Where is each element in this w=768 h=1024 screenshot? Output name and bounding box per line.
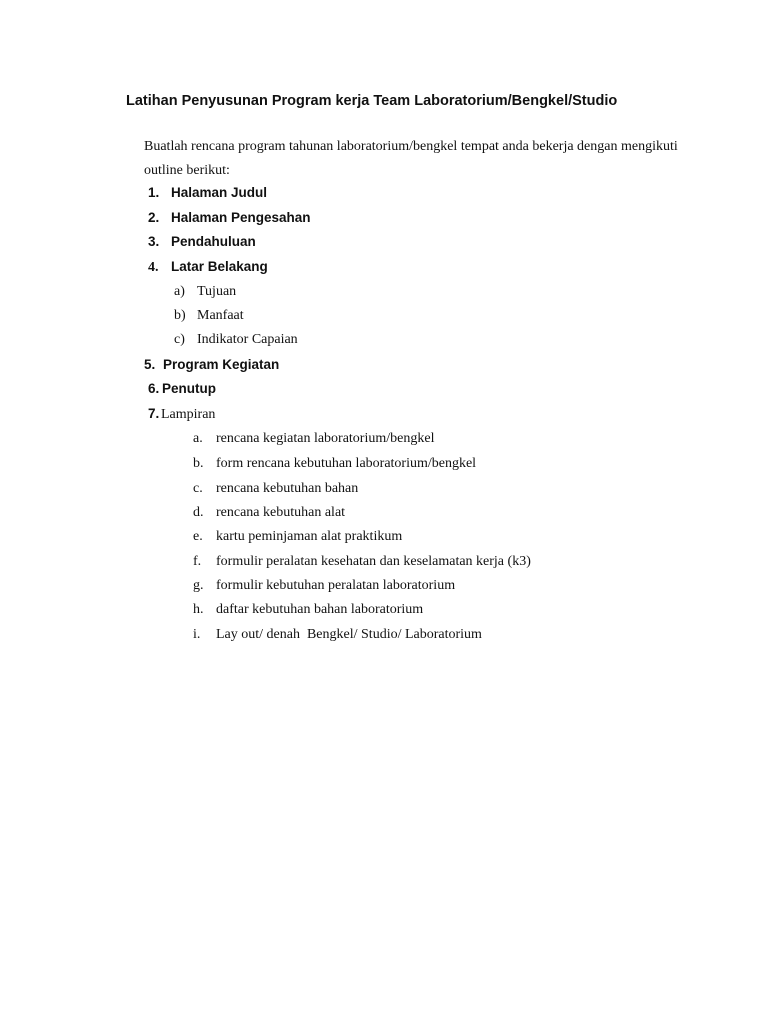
lampiran-item	[193, 480, 358, 498]
lampiran-item-text: formulir peralatan kesehatan dan keselamatan kerja (k3)	[216, 554, 531, 569]
sub-item	[174, 283, 236, 301]
lampiran-item-letter: h.	[193, 602, 204, 617]
lampiran-item-text: rencana kebutuhan bahan	[216, 481, 359, 496]
outline-text: Latar Belakang	[171, 259, 268, 274]
outline-number: 1.	[148, 185, 160, 200]
lampiran-item-letter: c.	[193, 481, 203, 496]
outline-item	[148, 380, 216, 398]
outline-number: 2.	[148, 210, 160, 225]
lampiran-item-text: daftar kebutuhan bahan laboratorium	[216, 602, 424, 617]
lampiran-item-text: kartu peminjaman alat praktikum	[216, 529, 403, 544]
lampiran-item-text: Lay out/ denah Bengkel/ Studio/ Laboratorium	[216, 627, 482, 642]
intro-paragraph: Buatlah rencana program tahunan laboratorium/bengkel tempat anda bekerja dengan mengikuti outline berikut:	[144, 139, 678, 178]
outline-number: 7.	[148, 406, 160, 421]
document-title: Latihan Penyusunan Program kerja Team Laboratorium/Bengkel/Studio	[126, 93, 618, 109]
lampiran-item-text: formulir kebutuhan peralatan laboratorium	[216, 578, 456, 593]
sub-item	[174, 331, 298, 349]
lampiran-item-letter: e.	[193, 529, 203, 544]
sub-item-number: c)	[174, 332, 185, 347]
outline-number: 6.	[148, 381, 160, 396]
lampiran-item	[193, 601, 423, 619]
lampiran-item	[193, 553, 531, 571]
sub-item-number: a)	[174, 284, 185, 299]
outline-number: 5.	[144, 357, 156, 372]
lampiran-item	[193, 504, 345, 522]
lampiran-item	[193, 577, 455, 595]
lampiran-item-letter: g.	[193, 578, 204, 593]
outline-item	[144, 356, 279, 374]
outline-text: Halaman Pengesahan	[171, 210, 311, 225]
sub-item-text: Tujuan	[197, 284, 237, 299]
lampiran-item	[193, 626, 482, 644]
lampiran-item	[193, 528, 402, 546]
lampiran-item-letter: b.	[193, 456, 204, 471]
lampiran-item-letter: f.	[193, 554, 202, 569]
lampiran-item-letter: a.	[193, 431, 203, 446]
sub-item-number: b)	[174, 308, 186, 323]
sub-item-text: Manfaat	[197, 308, 244, 323]
lampiran-item-letter: i.	[193, 627, 201, 642]
outline-text: Program Kegiatan	[163, 357, 280, 372]
outline-text: Penutup	[162, 381, 216, 396]
outline-item	[148, 209, 311, 227]
outline-number: 4.	[148, 260, 159, 275]
sub-item	[174, 307, 244, 325]
outline-number: 3.	[148, 234, 160, 249]
lampiran-item	[193, 455, 476, 473]
lampiran-item-text: rencana kebutuhan alat	[216, 505, 346, 520]
lampiran-item-letter: d.	[193, 505, 204, 520]
outline-item	[148, 258, 268, 277]
sub-item-text: Indikator Capaian	[197, 332, 298, 347]
outline-text: Halaman Judul	[171, 185, 268, 200]
lampiran-item	[193, 430, 434, 448]
outline-text: Pendahuluan	[171, 234, 256, 249]
lampiran-item-text: rencana kegiatan laboratorium/bengkel	[216, 431, 435, 446]
outline-item	[148, 233, 256, 251]
outline-item	[148, 405, 215, 424]
lampiran-item-text: form rencana kebutuhan laboratorium/bengkel	[216, 456, 477, 471]
outline-item	[148, 184, 267, 202]
outline-text: Lampiran	[161, 407, 216, 422]
